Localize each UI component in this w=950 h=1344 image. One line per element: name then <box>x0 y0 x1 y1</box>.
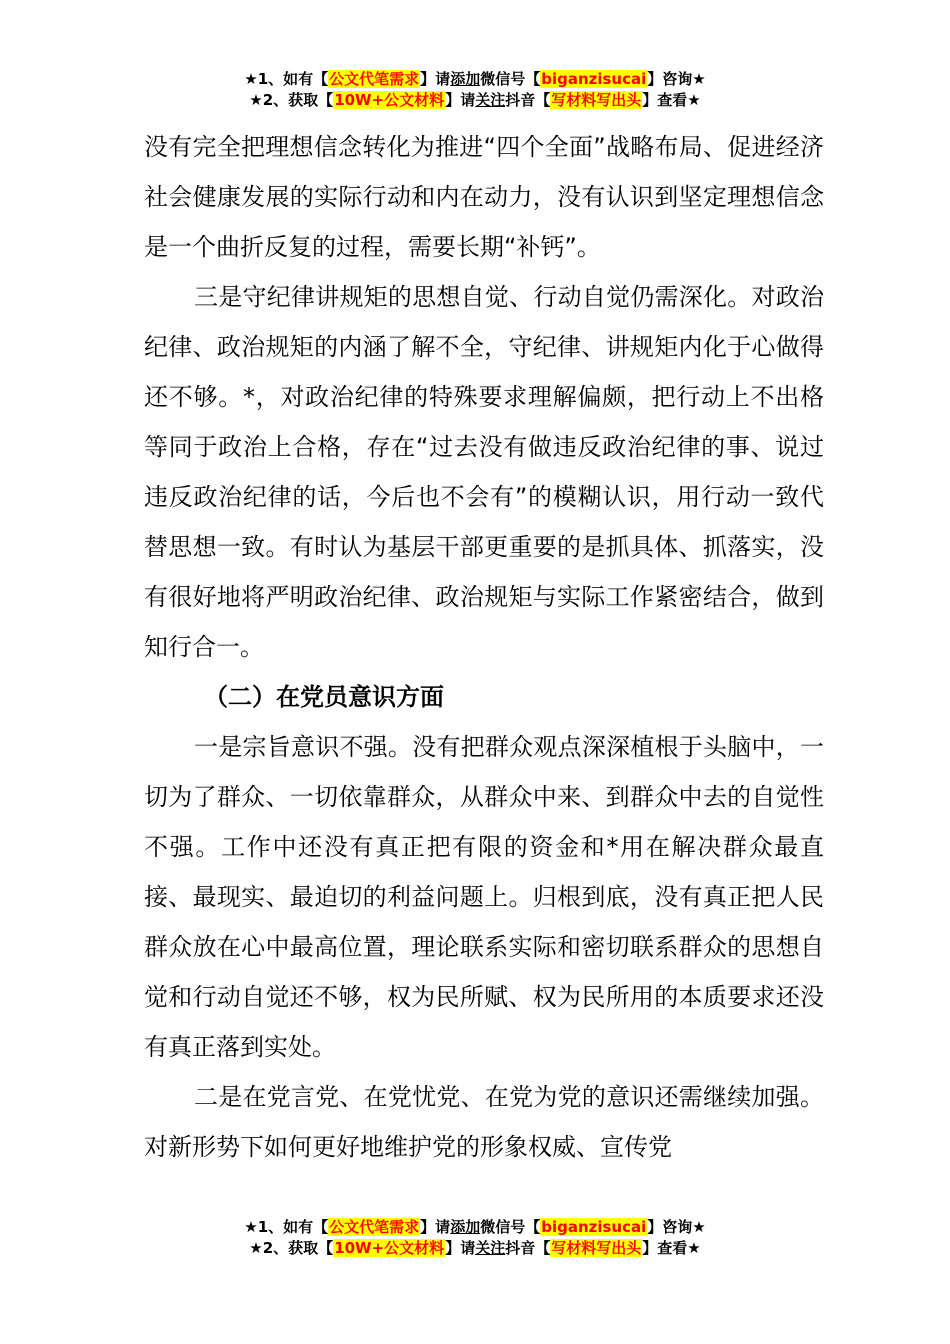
banner-highlight: 公文代笔需求 <box>329 1218 420 1236</box>
document-body <box>144 122 824 1172</box>
banner-text: 】查看★ <box>642 91 701 109</box>
banner-underline: 添加 <box>450 70 481 88</box>
footer-banner <box>0 1217 950 1259</box>
banner-text: 微信号【 <box>480 1218 541 1236</box>
banner-text: 】请 <box>420 70 451 88</box>
paragraph-2: 三是守纪律讲规矩的思想自觉、行动自觉仍需深化。对政治纪律、政治规矩的内涵了解不全，守纪律、讲规矩内化于心做得还不够。*，对政治纪律的特殊要求理解偏颇，把行动上不出格等同于政治上合格，存在“过去没有做违反政治纪律的事、说过违反政治纪律的话，今后也不会有”的模糊认识，用行动一致代替思想一致。有时认为基层干部更重要的是抓具体、抓落实，没有很好地将严明政治纪律、政治规矩与实际工作紧密结合，做到知行合一。 <box>144 283 824 661</box>
banner-highlight: 公文代笔需求 <box>329 70 420 88</box>
banner-line-2 <box>0 1238 950 1259</box>
section-heading: （二）在党员意识方面 <box>204 683 444 711</box>
banner-line-1 <box>0 1217 950 1238</box>
banner-text: ★2、获取【 <box>249 91 334 109</box>
banner-highlight: 写材料写出头 <box>551 1239 642 1257</box>
paragraph-1: 没有完全把理想信念转化为推进“四个全面”战略布局、促进经济社会健康发展的实际行动和内在动力，没有认识到坚定理想信念是一个曲折反复的过程，需要长期“补钙”。 <box>144 133 824 261</box>
banner-highlight: biganzisucai <box>541 1218 647 1236</box>
paragraph-3: 一是宗旨意识不强。没有把群众观点深深植根于头脑中，一切为了群众、一切依靠群众，从群众中来、到群众中去的自觉性不强。工作中还没有真正把有限的资金和*用在解决群众最直接、最现实、最迫切的利益问题上。归根到底，没有真正把人民群众放在心中最高位置，理论联系实际和密切联系群众的思想自觉和行动自觉还不够，权为民所赋、权为民所用的本质要求还没有真正落到实处。 <box>144 733 824 1061</box>
banner-text: ★2、获取【 <box>249 1239 334 1257</box>
banner-text: 】咨询★ <box>647 1218 706 1236</box>
banner-highlight: biganzisucai <box>541 70 647 88</box>
banner-text: ★1、如有【 <box>244 70 329 88</box>
banner-underline: 关注 <box>475 91 506 109</box>
banner-text: ★1、如有【 <box>244 1218 329 1236</box>
banner-underline: 关注 <box>475 1239 506 1257</box>
banner-text: 抖音【 <box>505 91 551 109</box>
banner-line-1 <box>0 69 950 90</box>
banner-text: 】请 <box>445 91 476 109</box>
banner-highlight: 写材料写出头 <box>551 91 642 109</box>
banner-text: 】查看★ <box>642 1239 701 1257</box>
banner-text: 】咨询★ <box>647 70 706 88</box>
banner-text: 】请 <box>445 1239 476 1257</box>
banner-highlight: 10W+公文材料 <box>334 1239 445 1257</box>
banner-text: 抖音【 <box>505 1239 551 1257</box>
banner-underline: 添加 <box>450 1218 481 1236</box>
banner-text: 微信号【 <box>480 70 541 88</box>
header-banner <box>0 69 950 111</box>
banner-highlight: 10W+公文材料 <box>334 91 445 109</box>
banner-line-2 <box>0 90 950 111</box>
banner-text: 】请 <box>420 1218 451 1236</box>
paragraph-4: 二是在党言党、在党忧党、在党为党的意识还需继续加强。对新形势下如何更好地维护党的形象权威、宣传党 <box>144 1083 824 1161</box>
